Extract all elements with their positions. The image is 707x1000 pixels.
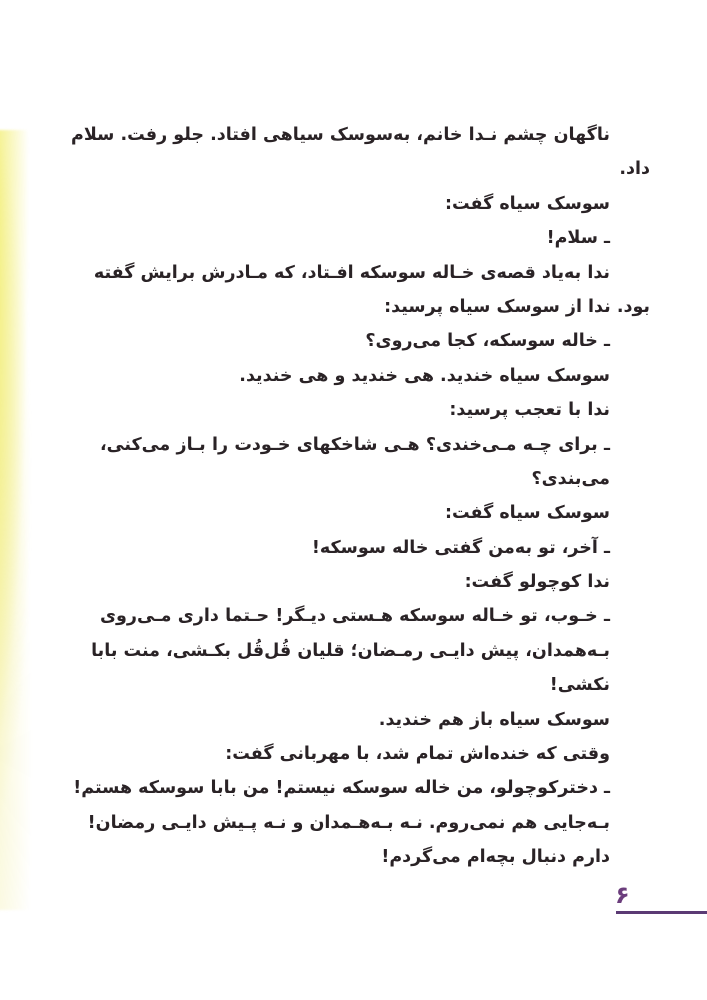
text-line: ـ دخترکوچولو، من خاله سوسکه نیستم! من بابا سوسکه هستم! bbox=[73, 778, 610, 799]
text-line: داد. bbox=[619, 159, 650, 180]
text-line: وقتی که خنده‌اش تمام شد، با مهربانی گفت: bbox=[225, 744, 610, 765]
text-line: سوسک سیاه خندید. هی خندید و هی خندید. bbox=[239, 365, 610, 386]
text-line: می‌بندی؟ bbox=[531, 468, 610, 489]
page-number-rule bbox=[616, 911, 707, 914]
text-line: ندا به‌یاد قصه‌ی خـاله سوسکه افـتاد، که مـادرش برایش گفته bbox=[93, 262, 610, 283]
text-line: ـ خاله سوسکه، کجا می‌روی؟ bbox=[365, 331, 610, 352]
text-line: بـه‌همدان، پیش دایـی رمـضان؛ قلیان قُل‌قُل بکـشی، منت بابا bbox=[91, 640, 610, 661]
text-line: نکشی! bbox=[549, 675, 610, 696]
text-line: ـ سلام! bbox=[546, 228, 610, 249]
text-line: سوسک سیاه گفت: bbox=[444, 503, 610, 524]
text-line: ناگهان چشم نـدا خانم، به‌سوسک سیاهی افتاد. جلو رفت. سلام bbox=[71, 125, 610, 145]
text-line: ـ برای چـه مـی‌خندی؟ هـی شاخکهای خـودت را بـاز می‌کنی، bbox=[100, 434, 610, 455]
text-line: سوسک سیاه باز هم خندید. bbox=[378, 709, 610, 730]
page-number: ۶ bbox=[615, 881, 630, 909]
yellow-paint-edge bbox=[0, 130, 40, 910]
text-line: سوسک سیاه گفت: bbox=[444, 193, 610, 214]
story-text bbox=[71, 118, 650, 875]
text-line: دارم دنبال بچه‌ام می‌گردم! bbox=[381, 847, 610, 868]
text-line: ندا کوچولو گفت: bbox=[464, 572, 610, 593]
text-line: ـ خـوب، تو خـاله سوسکه هـستی دیـگر! حـتما داری مـی‌روی bbox=[100, 606, 610, 627]
text-line: ـ آخر، تو به‌من گفتی خاله سوسکه! bbox=[311, 537, 610, 558]
text-line: بـه‌جایی هم نمی‌روم. نـه بـه‌هـمدان و نـه پـیش دایـی رمضان! bbox=[87, 812, 610, 833]
text-line: بود. ندا از سوسک سیاه پرسید: bbox=[384, 296, 650, 317]
text-line: ندا با تعجب پرسید: bbox=[449, 400, 610, 421]
